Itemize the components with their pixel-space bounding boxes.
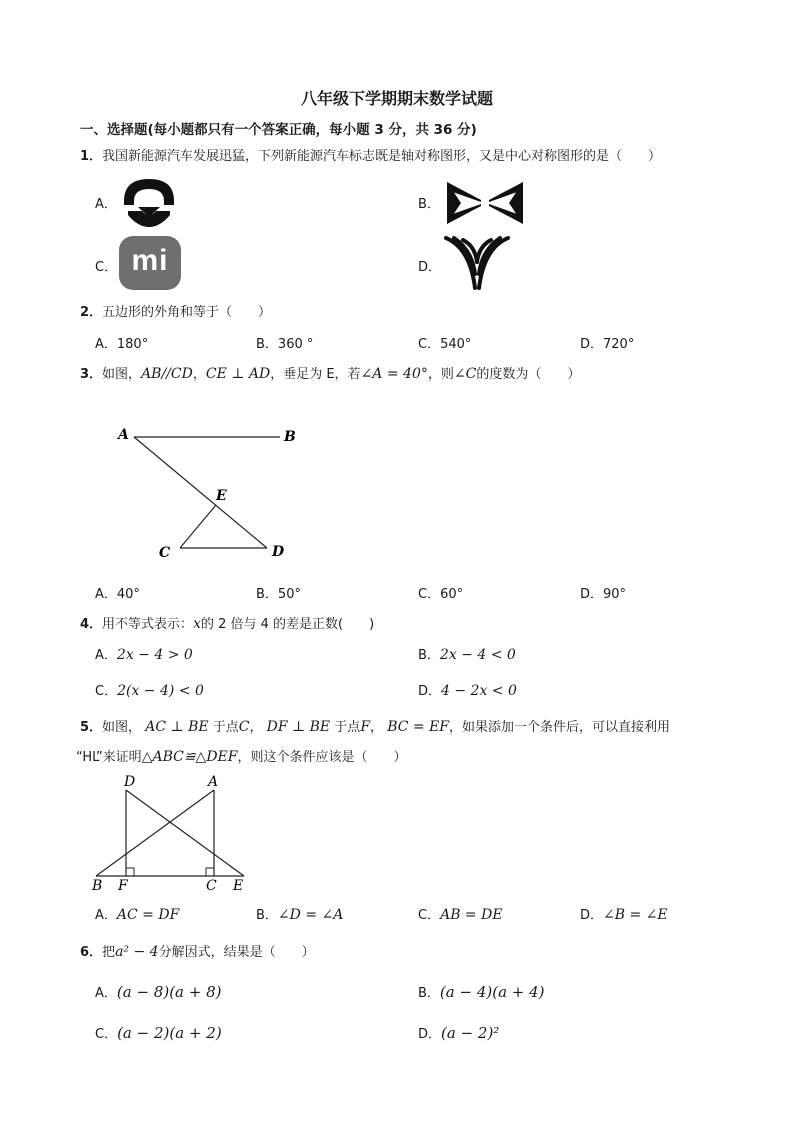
label-c: C [159, 545, 171, 561]
stem-text: 如图， [102, 720, 142, 735]
question-number: 2． [80, 305, 103, 320]
option-a: A．180° [95, 337, 149, 352]
stem-text: “HL”来证明 [76, 750, 142, 765]
question-number: 6． [80, 945, 103, 960]
stem-text: ，则这个条件应该是（ ） [237, 750, 407, 765]
option-c: C．540° [418, 337, 472, 352]
question-number: 4． [80, 617, 103, 632]
option-math: AC = DF [116, 907, 180, 923]
question-1 [80, 145, 661, 164]
option-label: C． [95, 1027, 118, 1042]
option-label: B． [256, 908, 278, 923]
math-expr: ∠C [453, 366, 477, 382]
xiaomi-logo-image [119, 236, 181, 290]
math-expr: F [360, 719, 371, 735]
option-b: B．50° [256, 587, 301, 602]
label-d: D [124, 774, 136, 790]
segment-ab [96, 790, 214, 876]
stem-text: ， [370, 720, 384, 735]
option-b-label: B． [418, 197, 440, 212]
math-expr: a² − 4 [115, 944, 159, 960]
option-math: 2x − 4 < 0 [439, 647, 516, 663]
question-number: 3． [80, 367, 103, 382]
option-math: ∠B = ∠E [603, 907, 668, 923]
option-d: D．90° [580, 587, 627, 602]
option-math: (a − 2)(a + 2) [117, 1024, 222, 1042]
stem-text: 的度数为（ ） [476, 367, 581, 382]
math-expr: △ABC≌△DEF [141, 749, 238, 765]
question-stem: 五边形的外角和等于（ ） [102, 305, 272, 320]
stem-text: 于点 [212, 720, 239, 735]
question-number: 5． [80, 720, 103, 735]
option-c [418, 904, 503, 923]
option-label: D． [418, 1027, 442, 1042]
option-d [418, 680, 517, 699]
math-expr: ∠A = 40° [360, 366, 428, 382]
wings-logo-image [442, 234, 512, 290]
label-d: D [272, 544, 285, 560]
option-label: A． [95, 648, 117, 663]
nio-logo-image [120, 175, 178, 229]
option-math: 2x − 4 > 0 [116, 647, 193, 663]
label-f: F [118, 878, 128, 894]
stem-text: 分解因式，结果是（ ） [158, 945, 315, 960]
question-5-line-2 [76, 746, 407, 765]
right-angle-c [206, 868, 214, 876]
label-b: B [284, 429, 296, 445]
option-label: D． [580, 908, 604, 923]
stem-text: ， [192, 367, 206, 382]
math-expr: CE ⊥ AD [205, 366, 271, 382]
stem-text: 把 [102, 945, 116, 960]
option-label: C． [418, 908, 441, 923]
stem-text: ，则 [427, 367, 454, 382]
option-math: 4 − 2x < 0 [441, 683, 517, 699]
xpeng-logo-image [445, 180, 525, 226]
question-6 [80, 941, 315, 960]
option-label: D． [418, 684, 442, 699]
logo-text: mi [131, 244, 169, 277]
stem-text: 用不等式表示： [102, 617, 194, 632]
option-label: B． [418, 986, 440, 1001]
option-a-label: A． [95, 197, 117, 212]
option-c [95, 680, 204, 699]
option-b [418, 644, 516, 663]
segment-ad [134, 437, 267, 548]
option-math: AB = DE [440, 907, 503, 923]
q3-geometry-figure [100, 415, 320, 565]
question-2 [80, 301, 271, 320]
option-a [95, 982, 222, 1001]
option-b [418, 982, 545, 1001]
segment-de [126, 790, 244, 876]
option-b [256, 904, 343, 923]
option-d: D．720° [580, 337, 635, 352]
option-label: A． [95, 986, 117, 1001]
option-c-label: C． [95, 260, 118, 275]
math-expr: DF ⊥ BE [266, 719, 331, 735]
q5-geometry-figure [88, 772, 258, 894]
math-expr: AB//CD [141, 366, 193, 382]
option-d [418, 1023, 499, 1042]
stem-text: 的 2 倍与 4 的差是正数( ) [200, 617, 375, 632]
question-4 [80, 613, 374, 632]
question-number: 1． [80, 149, 103, 164]
label-e: E [233, 878, 244, 894]
option-label: A． [95, 908, 117, 923]
section-heading: 一、选择题(每小题都只有一个答案正确，每小题 3 分，共 36 分) [80, 122, 477, 138]
label-a: A [208, 774, 219, 790]
page-title: 八年级下学期期末数学试题 [300, 89, 493, 108]
option-math: (a − 4)(a + 4) [439, 983, 545, 1001]
option-label: B． [418, 648, 440, 663]
option-d-label: D． [418, 260, 442, 275]
math-expr: C [238, 719, 250, 735]
label-e: E [216, 488, 227, 504]
option-d [580, 904, 668, 923]
label-a: A [118, 427, 129, 443]
option-a [95, 644, 193, 663]
option-math: (a − 2)² [441, 1024, 500, 1042]
option-c: C．60° [418, 587, 464, 602]
math-expr: BC = EF [387, 719, 450, 735]
label-b: B [92, 878, 103, 894]
option-a: A．40° [95, 587, 140, 602]
stem-text: ，如果添加一个条件后，可以直接利用 [449, 720, 671, 735]
option-a [95, 904, 179, 923]
label-c: C [206, 878, 217, 894]
stem-text: ， [249, 720, 263, 735]
option-label: C． [95, 684, 118, 699]
option-math: 2(x − 4) < 0 [117, 683, 204, 699]
question-stem: 我国新能源汽车发展迅猛，下列新能源汽车标志既是轴对称图形，又是中心对称图形的是（ ） [102, 149, 662, 164]
question-3 [80, 363, 580, 382]
right-angle-f [126, 868, 134, 876]
option-c [95, 1023, 222, 1042]
question-5 [80, 716, 670, 735]
segment-ce [180, 505, 216, 548]
math-expr: x [193, 616, 201, 632]
option-math: ∠D = ∠A [277, 907, 344, 923]
stem-text: 于点 [334, 720, 361, 735]
option-b: B．360 ° [256, 337, 314, 352]
stem-text: ，垂足为 E，若 [270, 367, 361, 382]
math-expr: AC ⊥ BE [145, 719, 209, 735]
stem-text: 如图， [102, 367, 142, 382]
option-math: (a − 8)(a + 8) [116, 983, 222, 1001]
